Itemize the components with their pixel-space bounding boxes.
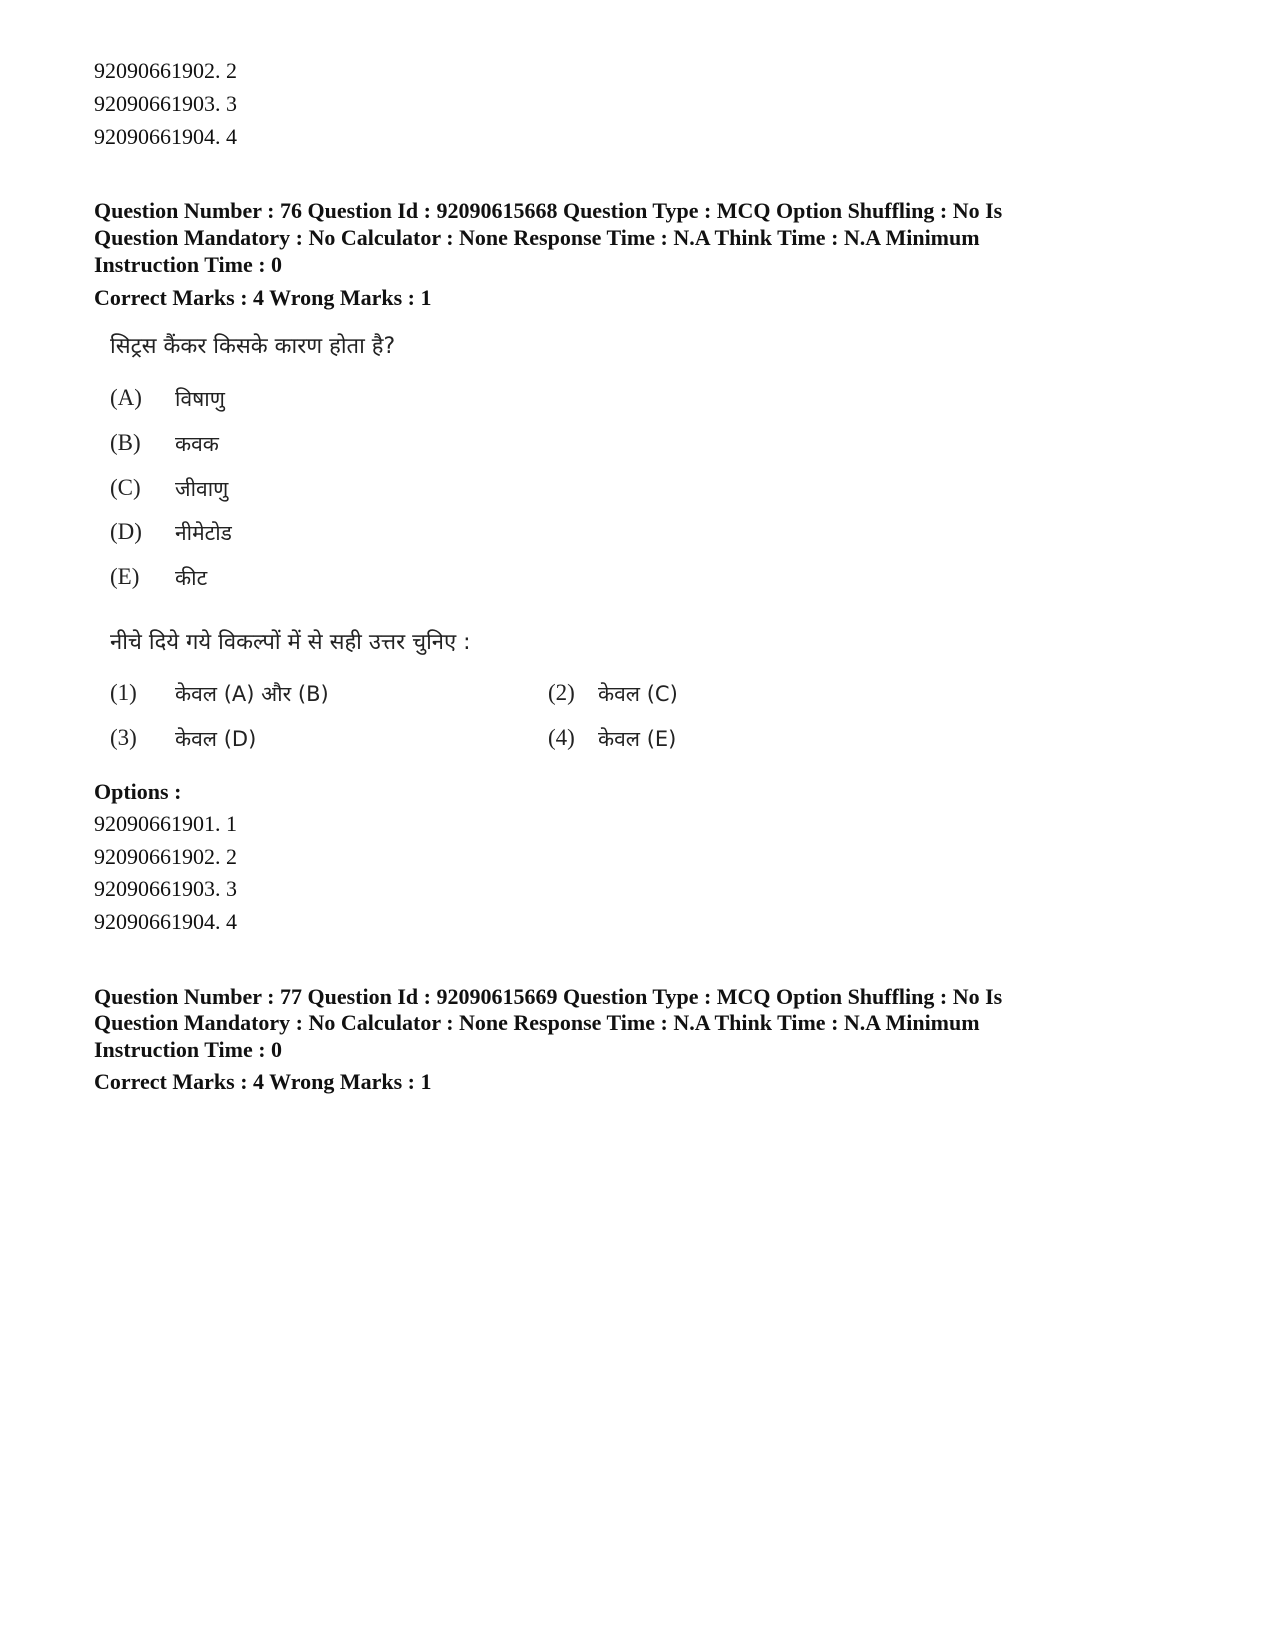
question-header-line: Question Mandatory : No Calculator : None Response Time : N.A Think Time : N.A Minimum (94, 225, 980, 250)
choice-text: विषाणु (175, 387, 225, 411)
choice-label: (A) (110, 385, 142, 410)
answer-text: केवल (C) (598, 682, 678, 706)
marks-line: Correct Marks : 4 Wrong Marks : 1 (94, 285, 432, 310)
option-line: 92090661902. 2 (94, 58, 237, 83)
question-header-line: Question Number : 76 Question Id : 92090615668 Question Type : MCQ Option Shuffling : No Is (94, 198, 1003, 223)
instruction-text: नीचे दिये गये विकल्पों में से सही उत्तर चुनिए : (110, 630, 471, 655)
marks-line: Correct Marks : 4 Wrong Marks : 1 (94, 1069, 432, 1094)
option-line: 92090661904. 4 (94, 124, 237, 149)
answer-number: (4) (548, 725, 575, 750)
choice-label: (D) (110, 519, 142, 544)
choice-text: जीवाणु (175, 477, 229, 501)
answer-number: (1) (110, 680, 137, 705)
answer-text: केवल (D) (175, 727, 257, 751)
answer-number: (2) (548, 680, 575, 705)
answer-text: केवल (E) (598, 727, 677, 751)
option-line: 92090661901. 1 (94, 811, 237, 836)
option-line: 92090661903. 3 (94, 876, 237, 901)
question-text: सिट्रस कैंकर किसके कारण होता है? (110, 334, 396, 359)
choice-text: नीमेटोड (175, 521, 232, 545)
option-line: 92090661904. 4 (94, 909, 237, 934)
answer-number: (3) (110, 725, 137, 750)
choice-text: कवक (175, 432, 219, 456)
options-heading: Options : (94, 779, 182, 804)
choice-label: (B) (110, 430, 141, 455)
question-header-line: Instruction Time : 0 (94, 252, 283, 277)
question-header-line: Question Mandatory : No Calculator : None Response Time : N.A Think Time : N.A Minimum (94, 1010, 980, 1035)
question-header-line: Instruction Time : 0 (94, 1037, 283, 1062)
question-header-line: Question Number : 77 Question Id : 92090615669 Question Type : MCQ Option Shuffling : No Is (94, 984, 1003, 1009)
choice-label: (E) (110, 564, 140, 589)
choice-label: (C) (110, 475, 141, 500)
answer-text: केवल (A) और (B) (175, 682, 329, 706)
option-line: 92090661902. 2 (94, 844, 237, 869)
option-line: 92090661903. 3 (94, 91, 237, 116)
choice-text: कीट (175, 566, 208, 590)
